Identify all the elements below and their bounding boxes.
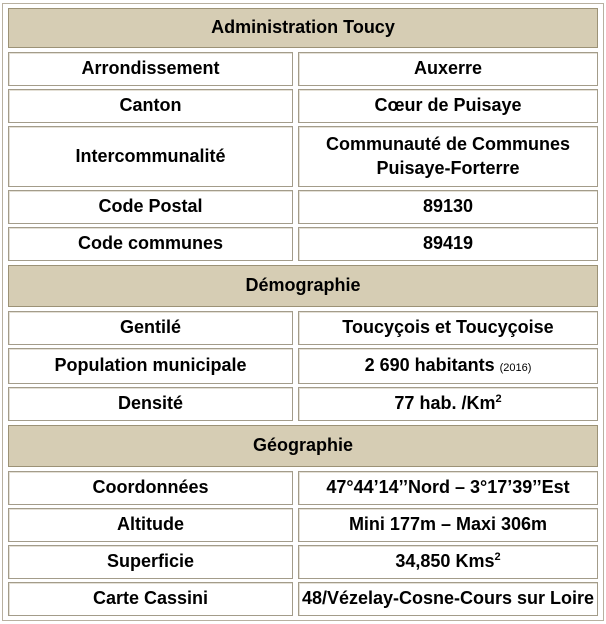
row-value-arrondissement bbox=[298, 52, 598, 86]
value-text: Cœur de Puisaye bbox=[374, 95, 522, 116]
label-text: Densité bbox=[117, 393, 184, 414]
row-value-code-communes bbox=[298, 227, 598, 261]
section-header-administration bbox=[8, 8, 598, 48]
label-text: Arrondissement bbox=[81, 58, 220, 79]
row-value-carte-cassini bbox=[298, 582, 598, 616]
row-label-code-postal bbox=[8, 190, 293, 224]
label-text: Altitude bbox=[117, 514, 184, 535]
value-text: 48/Vézelay-Cosne-Cours sur Loire bbox=[301, 588, 595, 609]
value-text: Auxerre bbox=[413, 58, 483, 79]
value-text: 89419 bbox=[422, 233, 474, 254]
value-text: 47°44’14’’Nord – 3°17’39’’Est bbox=[326, 477, 570, 498]
row-value-population bbox=[298, 348, 598, 384]
row-value-intercommunalite bbox=[298, 126, 598, 187]
section-title: Démographie bbox=[245, 275, 361, 296]
value-text: 89130 bbox=[422, 196, 474, 217]
row-value-superficie bbox=[298, 545, 598, 579]
row-label-coordonnees bbox=[8, 471, 293, 505]
row-value-densite bbox=[298, 387, 598, 421]
label-text: Coordonnées bbox=[92, 477, 209, 498]
value-text: 34,850 Kms bbox=[395, 551, 495, 572]
row-label-altitude bbox=[8, 508, 293, 542]
row-label-densite bbox=[8, 387, 293, 421]
row-label-superficie bbox=[8, 545, 293, 579]
label-text: Superficie bbox=[106, 551, 195, 572]
value-text: Toucyçois et Toucyçoise bbox=[342, 317, 554, 338]
row-label-gentile bbox=[8, 311, 293, 345]
value-text: 2 690 habitants bbox=[364, 355, 495, 376]
section-header-geographie bbox=[8, 425, 598, 467]
label-text: Canton bbox=[119, 95, 182, 116]
section-header-demographie bbox=[8, 265, 598, 307]
label-text: Carte Cassini bbox=[92, 588, 209, 609]
row-label-code-communes bbox=[8, 227, 293, 261]
row-value-altitude bbox=[298, 508, 598, 542]
row-value-canton bbox=[298, 89, 598, 123]
value-text-line1: Communauté de Communes bbox=[325, 134, 571, 155]
superscript: 2 bbox=[495, 393, 502, 406]
row-value-coordonnees bbox=[298, 471, 598, 505]
label-text: Intercommunalité bbox=[75, 145, 226, 166]
superscript: 2 bbox=[494, 551, 501, 564]
section-title: Administration Toucy bbox=[211, 17, 395, 38]
value-text: Mini 177m – Maxi 306m bbox=[348, 514, 548, 535]
row-value-gentile bbox=[298, 311, 598, 345]
year-note: (2016) bbox=[499, 362, 532, 375]
value-text: 77 hab. /Km bbox=[394, 393, 496, 414]
label-text: Population municipale bbox=[54, 355, 247, 376]
label-text: Code communes bbox=[77, 233, 224, 254]
value-text-line2: Puisaye-Forterre bbox=[376, 157, 520, 178]
row-label-canton bbox=[8, 89, 293, 123]
label-text: Code Postal bbox=[98, 196, 203, 217]
label-text: Gentilé bbox=[119, 317, 181, 338]
section-title: Géographie bbox=[252, 435, 354, 456]
row-value-code-postal bbox=[298, 190, 598, 224]
row-label-carte-cassini bbox=[8, 582, 293, 616]
row-label-intercommunalite bbox=[8, 126, 293, 187]
row-label-population bbox=[8, 348, 293, 384]
row-label-arrondissement bbox=[8, 52, 293, 86]
